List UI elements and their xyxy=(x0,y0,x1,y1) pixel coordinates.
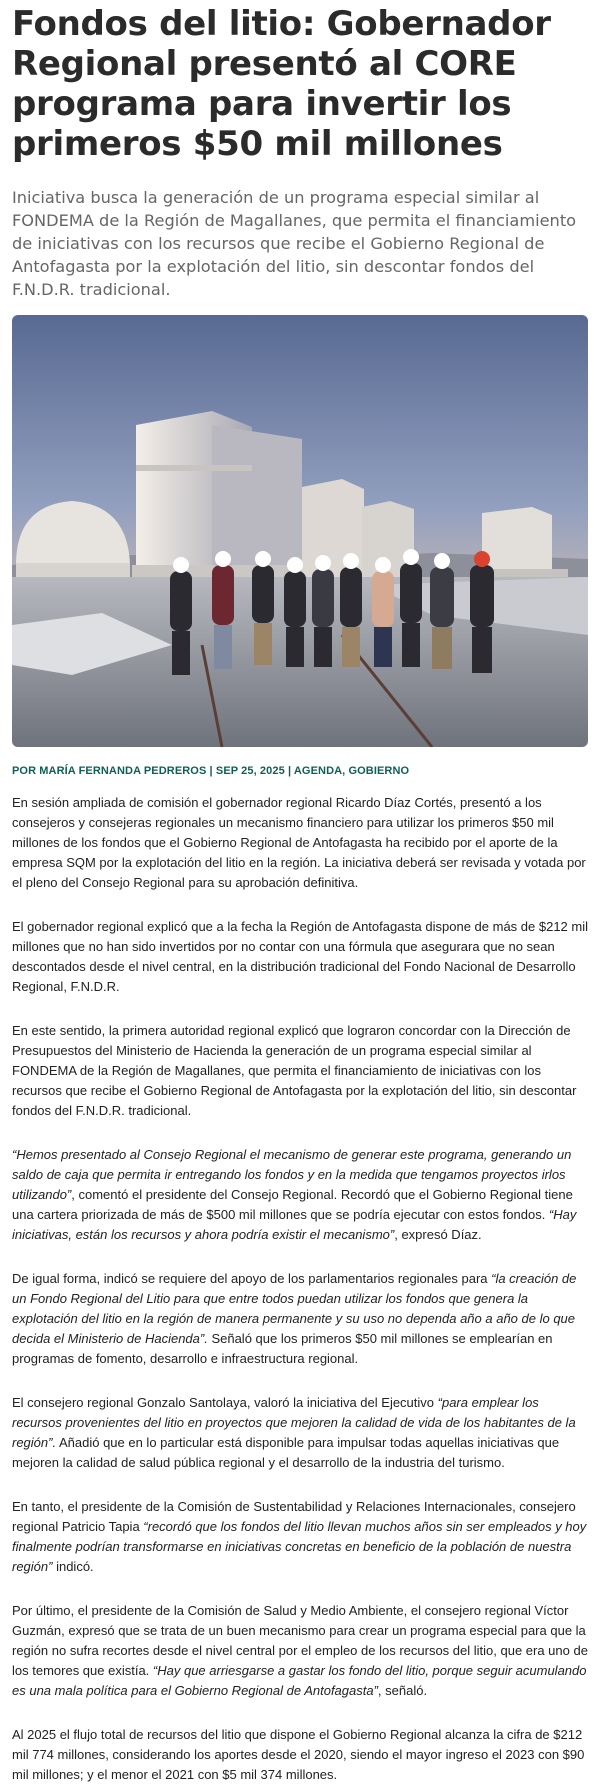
quote: “Hemos presentado al Consejo Regional el mecanismo de generar este programa, generando un saldo de caja que permita ir entregando los fondos y en la medida que tengamos proyectos irlos utilizando” xyxy=(12,1147,572,1202)
paragraph-text: Añadió que en lo particular está disponible para impulsar todas aquellas iniciativas que mejoren la calidad de salud pública regional y el desarrollo de la industria del turismo. xyxy=(12,1435,560,1470)
quote: “la creación de un Fondo Regional del Litio para que entre todos puedan utilizar los fondos que genera la explotación del litio en la región de manera permanente y su uso no dependa año a año de lo que decida el Ministerio de Hacienda”. xyxy=(12,1271,577,1346)
paragraph-6 xyxy=(12,1393,588,1473)
paragraph-text: indicó. xyxy=(52,1559,94,1574)
article-photo[interactable] xyxy=(12,315,588,747)
paragraph-8 xyxy=(12,1601,588,1701)
byline-separator: | xyxy=(206,765,216,777)
paragraph-2: El gobernador regional explicó que a la fecha la Región de Antofagasta dispone de más de $212 mil millones que no han sido invertidos por no contar con una fórmula que asegurara que no sean descontados desde el nivel central, en la distribución tradicional del Fondo Nacional de Desarrollo Regional, F.N.D.R. xyxy=(12,919,589,994)
quote: “para emplear los recursos provenientes del litio en proyectos que mejoren la calidad de vida de los habitantes de la región”. xyxy=(12,1395,576,1450)
article-subtitle: Iniciativa busca la generación de un programa especial similar al FONDEMA de la Región de Magallanes, que permita el financiamiento de iniciativas con los recursos que recibe el Gobierno Regional de Antofagasta por la explotación del litio, sin descontar fondos del F.N.D.R. tradicional. xyxy=(12,188,577,299)
paragraph-4 xyxy=(12,1145,588,1245)
paragraph-text: En tanto, el presidente de la Comisión de Sustentabilidad y Relaciones Internacionales, consejero regional Patricio Tapia xyxy=(12,1499,576,1534)
quote: “recordó que los fondos del litio llevan muchos años sin ser empleados y hoy finalmente podrían transformarse en iniciativas concretas en beneficio de la población de nuestra región” xyxy=(12,1519,587,1574)
quote: “Hay que arriesgarse a gastar los fondo del litio, porque seguir acumulando es una mala política para el Gobierno Regional de Antofagasta” xyxy=(12,1663,587,1698)
byline-categories[interactable]: AGENDA, GOBIERNO xyxy=(293,765,410,777)
byline-author[interactable]: POR MARÍA FERNANDA PEDREROS xyxy=(12,765,207,777)
paragraph-9: Al 2025 el flujo total de recursos del litio que dispone el Gobierno Regional alcanza la cifra de $212 mil 774 millones, considerando los aportes desde el 2020, siendo el mayor ingreso el 2023 con $90 mil millones; y el menor el 2021 con $5 mil 374 millones. xyxy=(12,1727,585,1782)
byline-date: SEP 25, 2025 xyxy=(215,765,285,777)
quote: “Hay iniciativas, están los recursos y ahora podría existir el mecanismo” xyxy=(12,1207,577,1242)
paragraph-text: El consejero regional Gonzalo Santolaya, valoró la iniciativa del Ejecutivo xyxy=(12,1395,438,1410)
paragraph-text: , comentó el presidente del Consejo Regional. Recordó que el Gobierno Regional tiene una cartera priorizada de más de $500 mil millones que se podría ejecutar con estos fondos. xyxy=(12,1187,573,1222)
paragraph-text: Señaló que los primeros $50 mil millones se emplearían en programas de fomento, desarrollo e infraestructura regional. xyxy=(12,1331,553,1366)
article-headline: Fondos del litio: Gobernador Regional presentó al CORE programa para invertir los primeros $50 mil millones xyxy=(12,4,551,164)
paragraph-text: Por último, el presidente de la Comisión de Salud y Medio Ambiente, el consejero regional Víctor Guzmán, expresó que se trata de un buen mecanismo para crear un programa especial para que la región no sufra recortes desde el nivel central por el empleo de los recursos del litio, que era uno de los temores que existía. xyxy=(12,1603,588,1678)
article-body xyxy=(12,793,588,1785)
paragraph-7 xyxy=(12,1497,588,1577)
article-byline xyxy=(12,763,588,779)
paragraph-5 xyxy=(12,1269,588,1369)
byline-separator: | xyxy=(284,765,294,777)
paragraph-text: , señaló. xyxy=(377,1683,428,1698)
paragraph-text: , expresó Díaz. xyxy=(394,1227,482,1242)
paragraph-text: De igual forma, indicó se requiere del apoyo de los parlamentarios regionales para xyxy=(12,1271,492,1286)
paragraph-1: En sesión ampliada de comisión el gobernador regional Ricardo Díaz Cortés, presentó a los consejeros y consejeras regionales un mecanismo financiero para utilizar los primeros $50 mil millones de los fondos que el Gobierno Regional de Antofagasta ha recibido por el aporte de la empresa SQM por la explotación del litio en la región. La iniciativa deberá ser revisada y votada por el pleno del Consejo Regional para su aprobación definitiva. xyxy=(12,795,586,890)
group-at-observatory-photo xyxy=(12,315,588,747)
paragraph-3: En este sentido, la primera autoridad regional explicó que lograron concordar con la Dirección de Presupuestos del Ministerio de Hacienda la generación de un programa especial similar al FONDEMA de la Región de Magallanes, que permita el financiamiento de iniciativas con los recursos que recibe el Gobierno Regional de Antofagasta por la explotación del litio, sin descontar fondos del F.N.D.R. tradicional. xyxy=(12,1023,577,1118)
